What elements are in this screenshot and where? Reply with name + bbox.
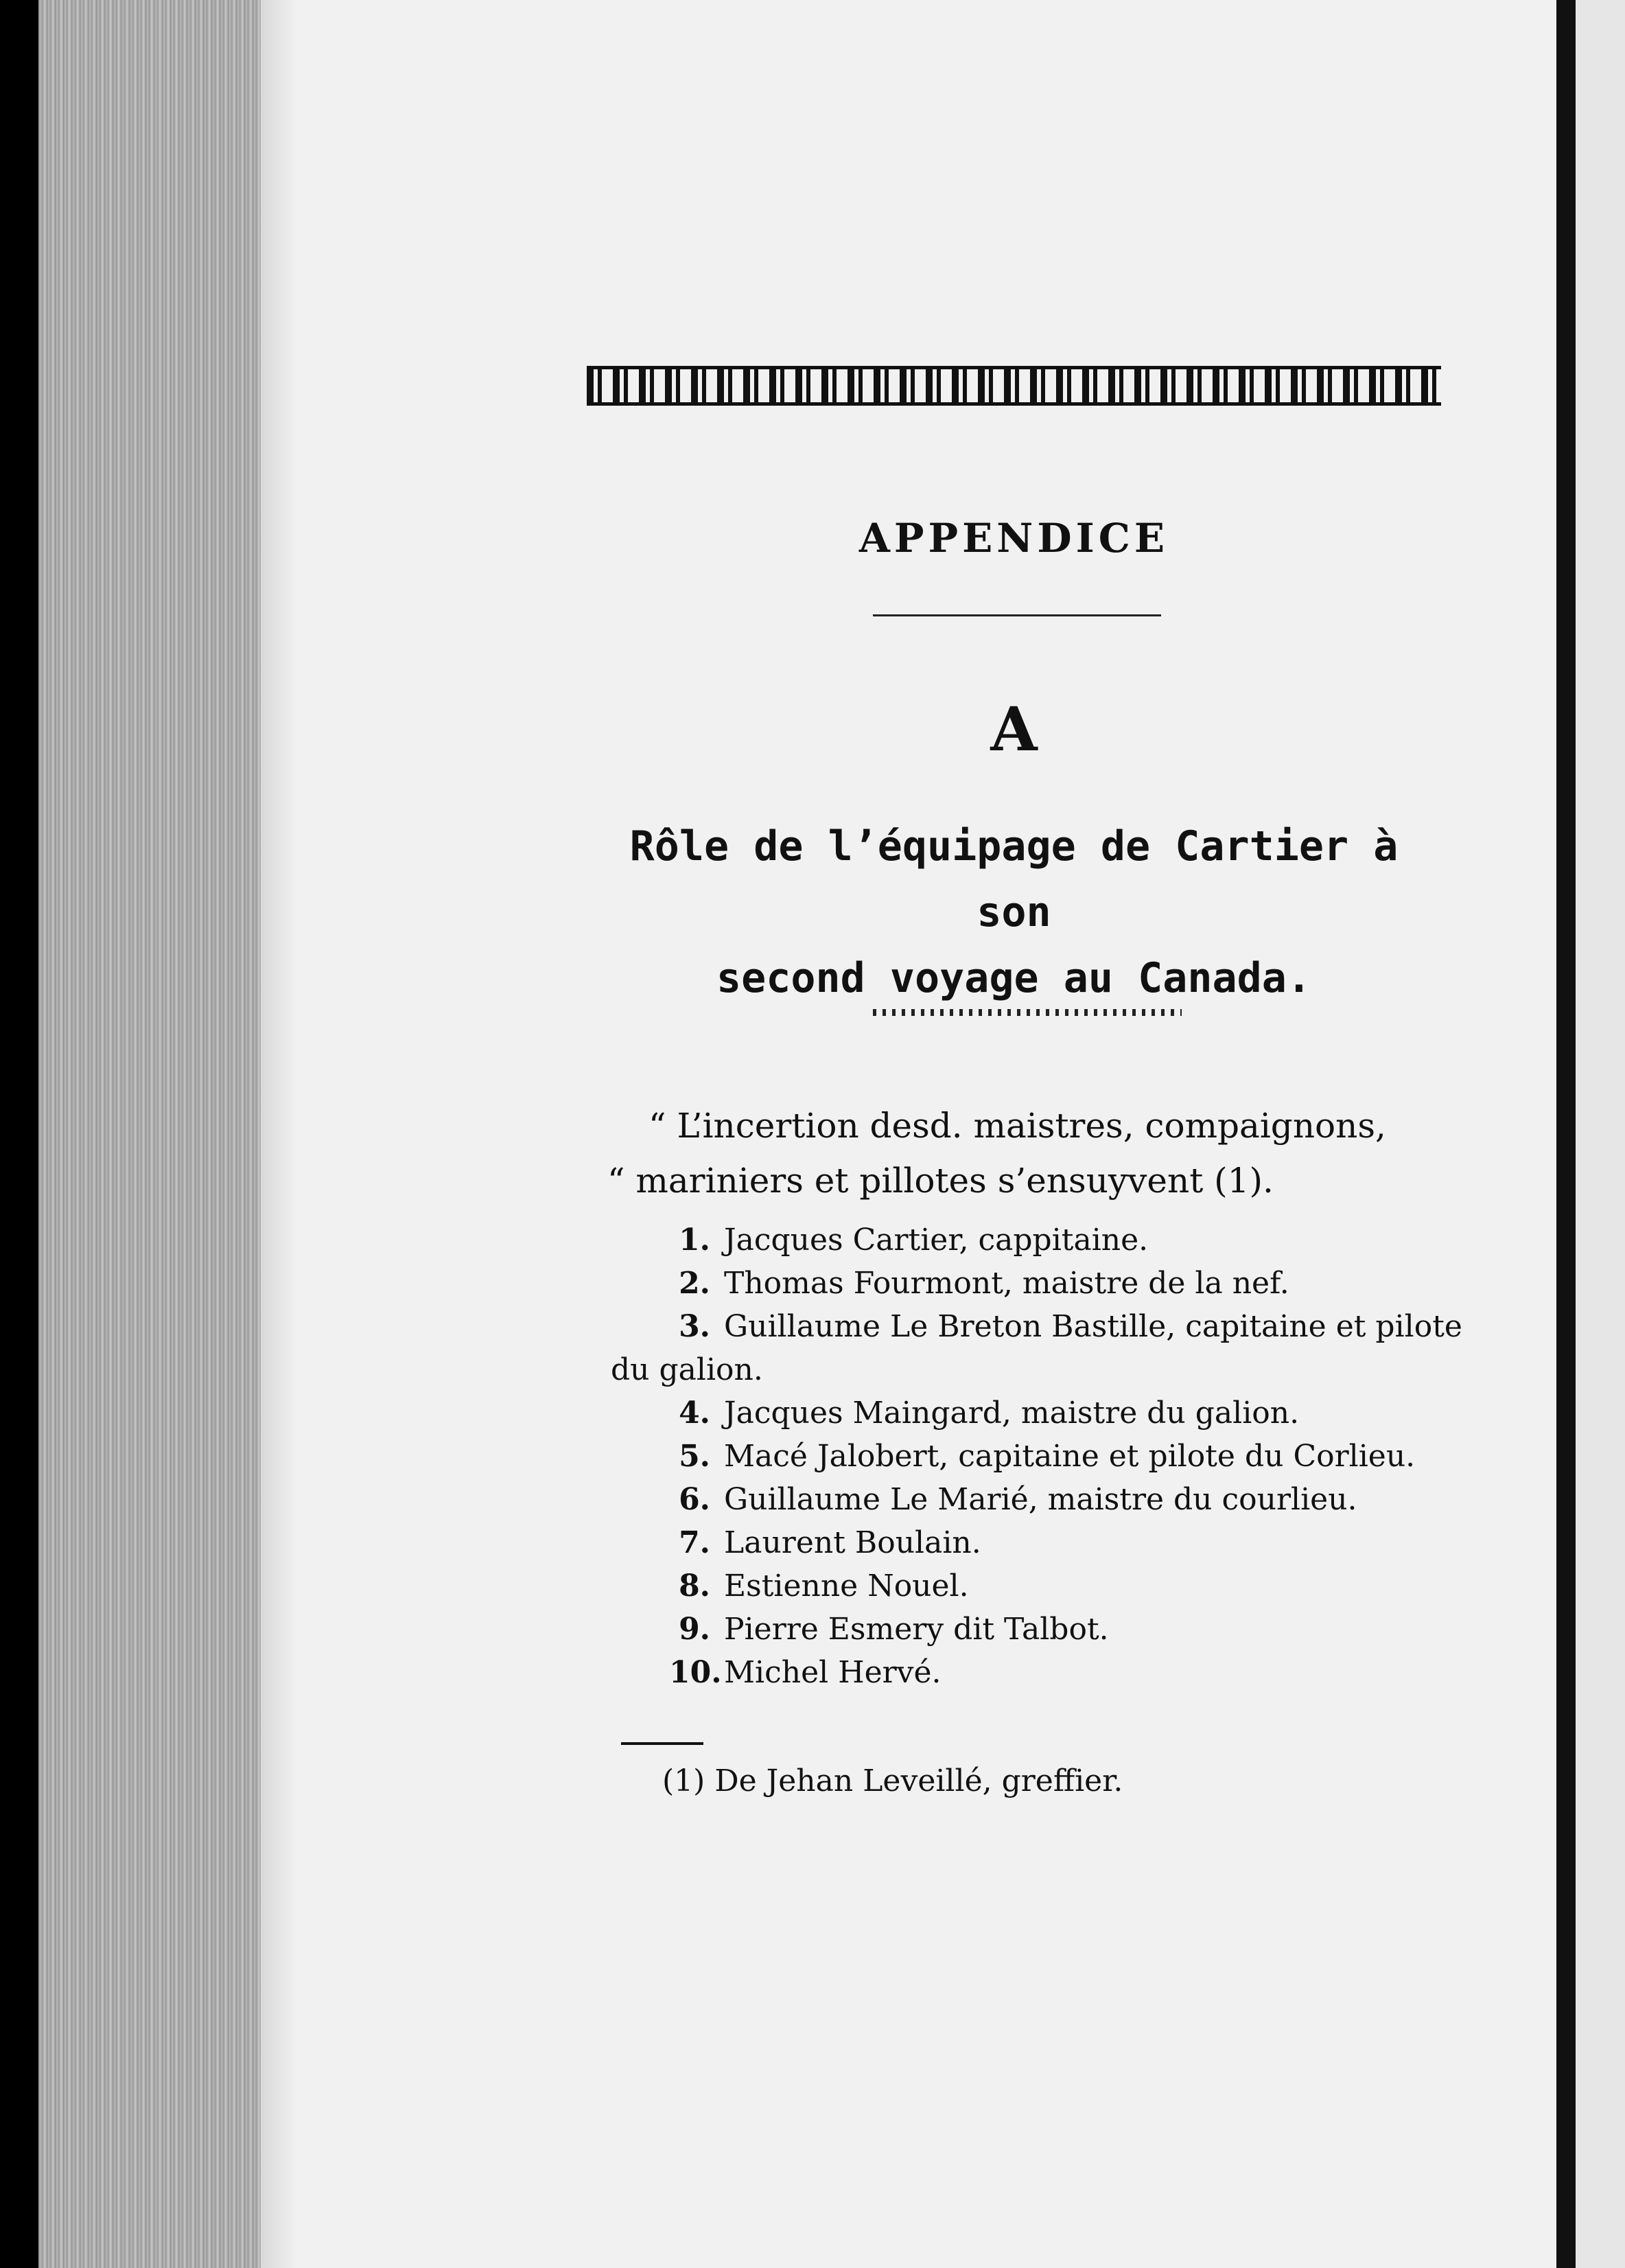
item-text: Jacques Maingard, maistre du galion.: [724, 1396, 1300, 1431]
item-continuation: du galion.: [611, 1352, 763, 1387]
list-item: [611, 1218, 1475, 1262]
item-text: Thomas Fourmont, maistre de la nef.: [724, 1266, 1289, 1301]
section-title: [587, 813, 1441, 1011]
intro-line-1: “ L’incertion desd. maistres, compaignons,: [648, 1106, 1386, 1146]
item-number: 9.: [679, 1612, 710, 1647]
item-number: 1.: [679, 1223, 710, 1258]
title-line-1: Rôle de l’équipage de Cartier à son: [629, 822, 1399, 936]
item-text: Estienne Nouel.: [724, 1569, 969, 1604]
item-text: Jacques Cartier, cappitaine.: [724, 1223, 1149, 1258]
item-number: 3.: [679, 1309, 710, 1344]
item-text: Michel Hervé.: [724, 1655, 942, 1690]
crew-list: [611, 1218, 1475, 1694]
section-letter: A: [990, 693, 1038, 765]
scan-border: [1556, 0, 1576, 2268]
list-item: [611, 1305, 1475, 1348]
item-number: 10.: [669, 1655, 722, 1690]
footnote-rule: [621, 1742, 703, 1745]
appendix-heading: APPENDICE: [858, 515, 1169, 562]
page-stack-edges: [38, 0, 299, 2268]
decorative-ornament-band: [587, 366, 1441, 406]
item-number: 4.: [679, 1396, 710, 1431]
item-number: 8.: [679, 1569, 710, 1604]
facing-page-edge: [1576, 0, 1625, 2268]
page-gutter: [261, 0, 299, 2268]
list-item: [611, 1521, 1475, 1564]
list-item: [611, 1608, 1475, 1651]
intro-quote: [607, 1098, 1451, 1208]
intro-line-2: “ mariniers et pillotes s’ensuyvent (1).: [607, 1161, 1274, 1201]
list-item: [611, 1564, 1475, 1608]
list-item: [611, 1262, 1475, 1305]
item-text: Macé Jalobert, capitaine et pilote du Corlieu.: [724, 1439, 1416, 1474]
item-text: Guillaume Le Marié, maistre du courlieu.: [724, 1482, 1357, 1517]
heading-rule: [873, 614, 1161, 616]
item-number: 2.: [679, 1266, 710, 1301]
item-text: Laurent Boulain.: [724, 1525, 981, 1560]
dotted-separator: [873, 1009, 1182, 1016]
footnote: [662, 1761, 1417, 1802]
item-text: Pierre Esmery dit Talbot.: [724, 1612, 1109, 1647]
item-number: 5.: [679, 1439, 710, 1474]
footnote-text: De Jehan Leveillé, greffier.: [714, 1763, 1123, 1798]
list-item: [611, 1435, 1475, 1478]
list-item: [611, 1391, 1475, 1435]
item-number: 7.: [679, 1525, 710, 1560]
list-item: [611, 1651, 1475, 1694]
footnote-marker: (1): [662, 1763, 705, 1798]
item-number: 6.: [679, 1482, 710, 1517]
list-item: [611, 1478, 1475, 1521]
item-text: Guillaume Le Breton Bastille, capitaine et pilote: [724, 1309, 1462, 1344]
title-line-2: second voyage au Canada.: [716, 954, 1311, 1002]
